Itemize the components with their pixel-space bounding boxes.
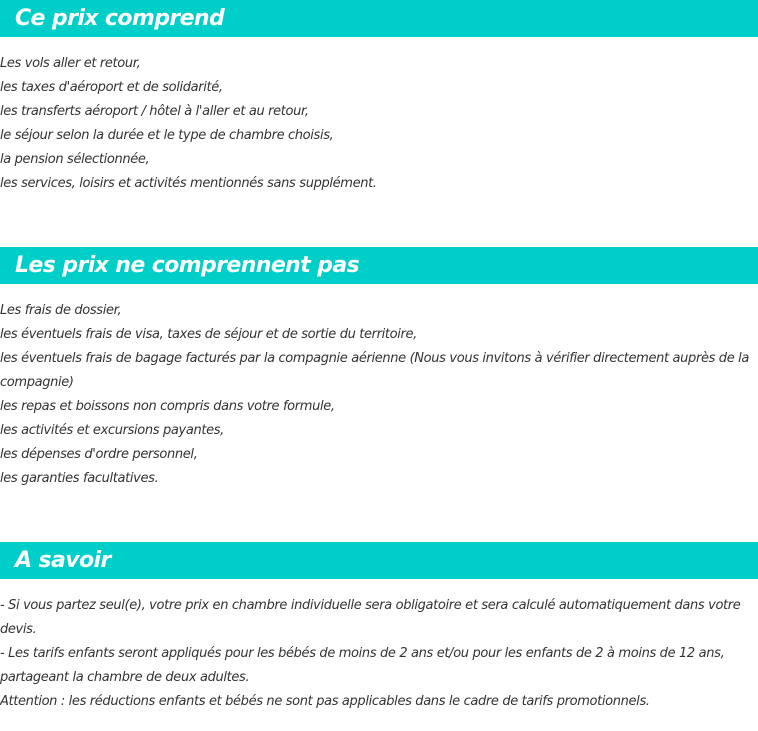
list-item: les repas et boissons non compris dans votre formule, <box>0 399 335 414</box>
list-item: les taxes d'aéroport et de solidarité, <box>0 80 223 95</box>
list-item: les éventuels frais de bagage facturés par la compagnie aérienne (Nous vous invitons à vérifier directement auprès de la compagnie) <box>0 351 750 390</box>
list-item: Les frais de dossier, <box>0 303 122 318</box>
list-item: les dépenses d'ordre personnel, <box>0 447 198 462</box>
list-item: le séjour selon la durée et le type de chambre choisis, <box>0 128 334 143</box>
list-item: les transferts aéroport / hôtel à l'aller et au retour, <box>0 104 309 119</box>
list-item: la pension sélectionnée, <box>0 152 150 167</box>
list-item: les garanties facultatives. <box>0 471 159 486</box>
list-item: Attention : les réductions enfants et bébés ne sont pas applicables dans le cadre de tarifs promotionnels. <box>0 694 650 709</box>
section-title-good-to-know: A savoir <box>15 547 111 573</box>
list-item: les activités et excursions payantes, <box>0 423 224 438</box>
list-item: - Les tarifs enfants seront appliqués pour les bébés de moins de 2 ans et/ou pour les enfants de 2 à moins de 12 ans, partageant la chambre de deux adultes. <box>0 646 725 685</box>
good-to-know-list <box>0 594 758 714</box>
list-item: les services, loisirs et activités mentionnés sans supplément. <box>0 176 377 191</box>
section-title-included: Ce prix comprend <box>15 5 225 31</box>
section-title-not-included: Les prix ne comprennent pas <box>15 252 360 278</box>
included-list <box>0 52 758 196</box>
section-header-not-included <box>0 247 758 284</box>
list-item: - Si vous partez seul(e), votre prix en chambre individuelle sera obligatoire et sera calculé automatiquement dans votre devis. <box>0 598 741 637</box>
section-header-included <box>0 0 758 37</box>
list-item: Les vols aller et retour, <box>0 56 141 71</box>
not-included-list <box>0 299 758 491</box>
list-item: les éventuels frais de visa, taxes de séjour et de sortie du territoire, <box>0 327 417 342</box>
section-header-good-to-know <box>0 542 758 579</box>
